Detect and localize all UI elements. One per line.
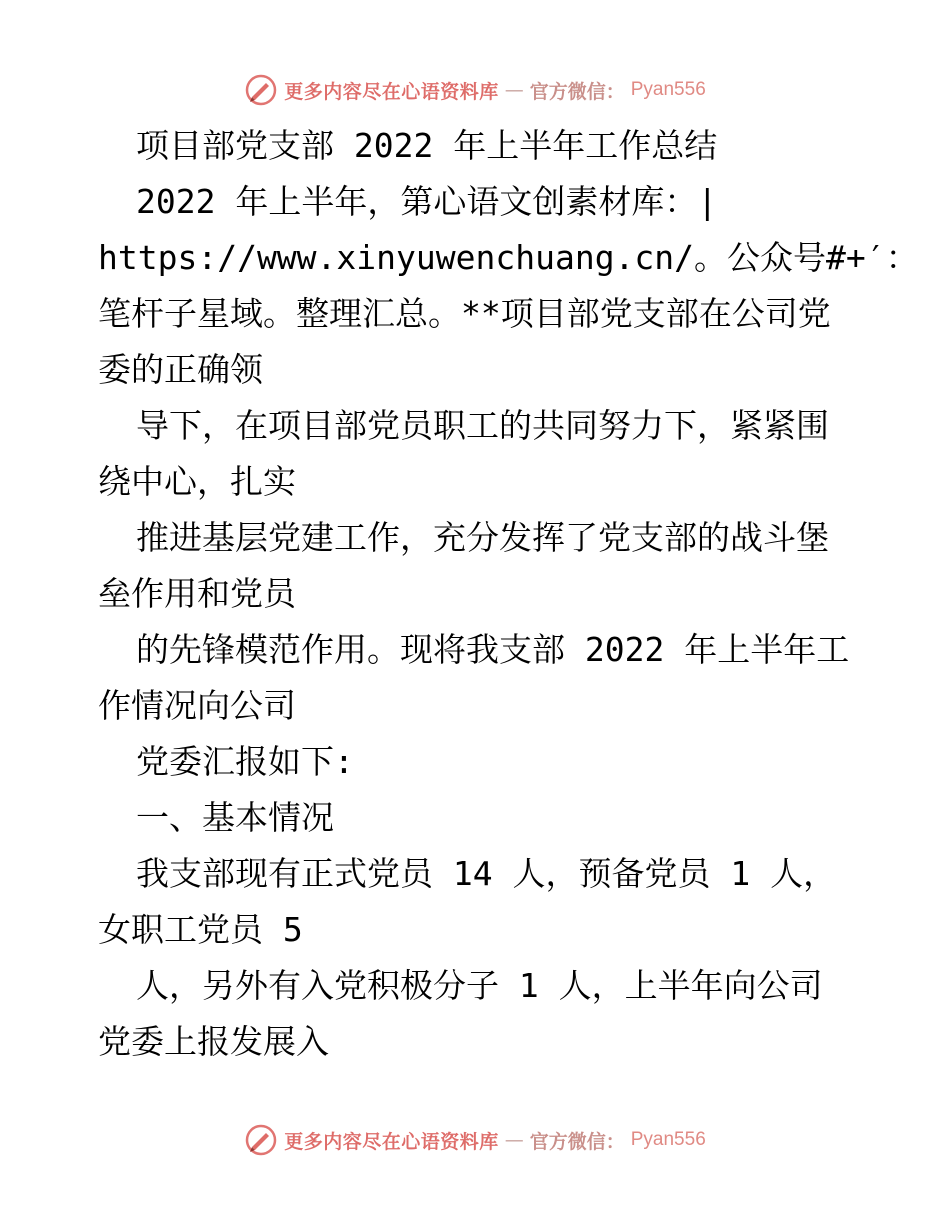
text-line: 导下，在项目部党员职工的共同努力下，紧紧围	[136, 406, 829, 445]
text-line: 人，另外有入党积极分子 1 人，上半年向公司	[136, 966, 823, 1005]
text-line: 女职工党员 5	[98, 910, 303, 949]
text-line: 我支部现有正式党员 14 人，预备党员 1 人，	[136, 854, 837, 893]
watermark-wechat-label: 官方微信：	[529, 80, 625, 103]
watermark-separator: —	[504, 1129, 524, 1151]
text-line: 作情况向公司	[98, 686, 296, 725]
watermark-brand: 更多内容尽在心语资料库	[284, 1130, 499, 1153]
watermark-wechat-id: Pyan556	[630, 79, 706, 100]
text-line: 笔杆子星域。整理汇总。**项目部党支部在公司党	[98, 294, 831, 333]
watermark-brand: 更多内容尽在心语资料库	[284, 80, 499, 103]
watermark-separator: —	[504, 79, 524, 101]
text-line: 党委汇报如下:	[136, 742, 354, 781]
watermark-banner-bottom	[0, 1120, 950, 1160]
watermark-banner-top	[0, 70, 950, 110]
text-line: 绕中心，扎实	[98, 462, 296, 501]
text-line: https://www.xinyuwenchuang.cn/。公众号#+′：	[98, 238, 919, 277]
text-line: 垒作用和党员	[98, 574, 296, 613]
pen-circle-logo-icon	[244, 1123, 278, 1157]
pen-circle-logo-icon	[244, 73, 278, 107]
section-heading: 一、基本情况	[136, 798, 334, 837]
document-body	[98, 118, 919, 1070]
watermark-content	[244, 73, 706, 107]
watermark-wechat-label: 官方微信：	[529, 1130, 625, 1153]
document-title: 项目部党支部 2022 年上半年工作总结	[136, 126, 718, 165]
text-line: 党委上报发展入	[98, 1022, 329, 1061]
text-line: 2022 年上半年，第心语文创素材库：|	[136, 182, 718, 221]
text-line: 的先锋模范作用。现将我支部 2022 年上半年工	[136, 630, 850, 669]
text-line: 委的正确领	[98, 350, 263, 389]
watermark-content	[244, 1123, 706, 1157]
watermark-wechat-id: Pyan556	[630, 1129, 706, 1150]
text-line: 推进基层党建工作，充分发挥了党支部的战斗堡	[136, 518, 829, 557]
